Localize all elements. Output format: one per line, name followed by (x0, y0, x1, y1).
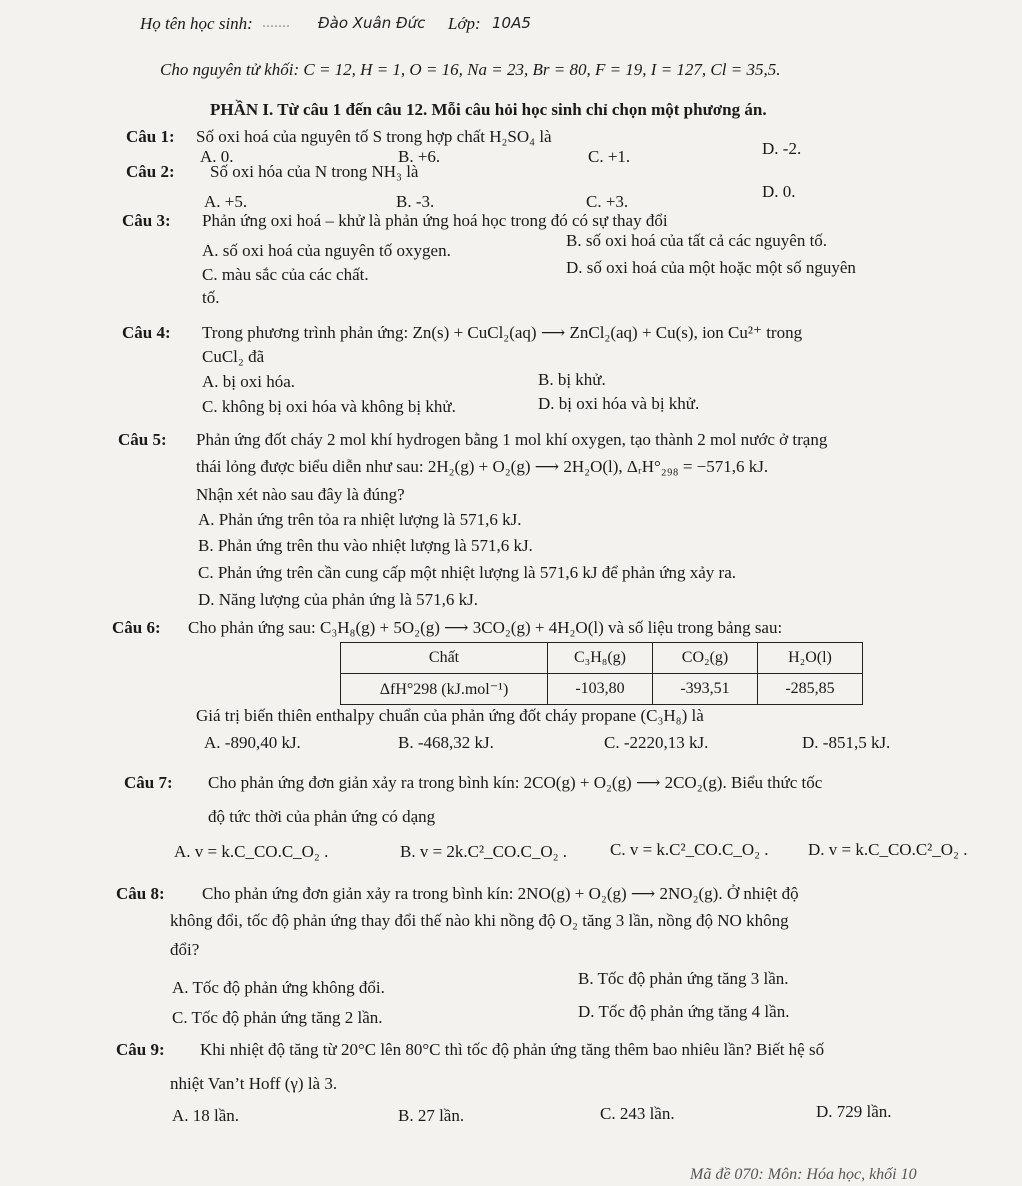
q7-text2: độ tức thời của phản ứng có dạng (208, 807, 436, 826)
q6-label: Câu 6: (112, 618, 161, 637)
q7-option-c: C. v = k.C²_CO.C_O₂ . (610, 840, 769, 859)
enthalpy-table (340, 642, 863, 705)
q5-text3: Nhận xét nào sau đây là đúng? (196, 485, 405, 504)
q8-option-d: D. Tốc độ phản ứng tăng 4 lần. (578, 1002, 790, 1021)
q5-option-d: D. Năng lượng của phản ứng là 571,6 kJ. (198, 590, 479, 609)
q5-text: Phản ứng đốt cháy 2 mol khí hydrogen bằng 1 mol khí oxygen, tạo thành 2 mol nước ở trạng (196, 430, 828, 449)
q1-option-c: C. +1. (588, 147, 631, 166)
q7-label: Câu 7: (124, 773, 173, 792)
q6-option-a: A. -890,40 kJ. (204, 733, 301, 752)
q5-option-c: C. Phản ứng trên cần cung cấp một nhiệt lượng là 571,6 kJ để phản ứng xảy ra. (198, 563, 737, 582)
q1-option-b: B. +6. (398, 147, 441, 166)
table-row (341, 674, 863, 705)
table-row-label: ΔfH°298 (kJ.mol⁻¹) (341, 674, 548, 705)
q2-text: Số oxi hóa của N trong NH₃ là (210, 162, 419, 181)
q5-option-b: B. Phản ứng trên thu vào nhiệt lượng là 571,6 kJ. (198, 536, 533, 555)
q7-option-b: B. v = 2k.C²_CO.C_O₂ . (400, 842, 568, 861)
footer-text: Mã đề 070: Môn: Hóa học, khối 10 (690, 1166, 917, 1183)
q3-text: Phản ứng oxi hoá – khử là phản ứng hoá học trong đó có sự thay đổi (202, 211, 668, 230)
q1-option-a: A. 0. (200, 147, 234, 166)
table-cell: -393,51 (653, 674, 758, 705)
student-name: Đào Xuân Đức (318, 14, 426, 32)
q4-text: Trong phương trình phản ứng: Zn(s) + CuCl₂(aq) ⟶ ZnCl₂(aq) + Cu(s), ion Cu²⁺ trong (202, 323, 803, 342)
q7-option-a: A. v = k.C_CO.C_O₂ . (174, 842, 329, 861)
q1-option-d: D. -2. (762, 139, 802, 158)
q2-option-c: C. +3. (586, 192, 629, 211)
q8-option-b: B. Tốc độ phản ứng tăng 3 lần. (578, 969, 789, 988)
table-cell: -103,80 (548, 674, 653, 705)
q4-option-a: A. bị oxi hóa. (202, 372, 296, 391)
table-cell: -285,85 (758, 674, 863, 705)
q8-label: Câu 8: (116, 884, 165, 903)
q9-option-b: B. 27 lần. (398, 1106, 465, 1125)
table-header-cell: H₂O(l) (758, 643, 863, 674)
q6-text2: Giá trị biến thiên enthalpy chuẩn của phản ứng đốt cháy propane (C₃H₈) là (196, 706, 704, 725)
q9-text2: nhiệt Van’t Hoff (γ) là 3. (170, 1074, 338, 1093)
q5-option-a: A. Phản ứng trên tỏa ra nhiệt lượng là 571,6 kJ. (198, 510, 522, 529)
student-label: Họ tên học sinh: (140, 14, 253, 33)
q1-text: Số oxi hoá của nguyên tố S trong hợp chất H₂SO₄ là (196, 127, 552, 146)
q4-text2: CuCl₂ đã (202, 347, 265, 366)
q3-option-d: D. số oxi hoá của một hoặc một số nguyên (566, 258, 856, 277)
q4-option-b: B. bị khử. (538, 370, 606, 389)
table-header-cell: C₃H₈(g) (548, 643, 653, 674)
q2-option-a: A. +5. (204, 192, 248, 211)
q8-text2: không đổi, tốc độ phản ứng thay đổi thế nào khi nồng độ O₂ tăng 3 lần, nồng độ NO không (170, 911, 789, 930)
q3-option-a: A. số oxi hoá của nguyên tố oxygen. (202, 241, 451, 260)
q4-label: Câu 4: (122, 323, 171, 342)
q8-option-a: A. Tốc độ phản ứng không đổi. (172, 978, 385, 997)
q5-text2: thái lỏng được biểu diễn như sau: 2H₂(g) + O₂(g) ⟶ 2H₂O(l), ΔᵣH°₂₉₈ = −571,6 kJ. (196, 457, 769, 476)
q1-label: Câu 1: (126, 127, 175, 146)
class-value: 10A5 (492, 14, 531, 32)
q6-option-d: D. -851,5 kJ. (802, 733, 891, 752)
q8-text3: đổi? (170, 940, 200, 959)
q2-option-d: D. 0. (762, 182, 796, 201)
table-header-cell: CO₂(g) (653, 643, 758, 674)
q9-option-a: A. 18 lần. (172, 1106, 240, 1125)
q8-text: Cho phản ứng đơn giản xảy ra trong bình kín: 2NO(g) + O₂(g) ⟶ 2NO₂(g). Ở nhiệt độ (202, 884, 799, 903)
q9-text: Khi nhiệt độ tăng từ 20°C lên 80°C thì tốc độ phản ứng tăng thêm bao nhiêu lần? Biết hệ số (200, 1040, 825, 1059)
q6-option-b: B. -468,32 kJ. (398, 733, 494, 752)
q8-option-c: C. Tốc độ phản ứng tăng 2 lần. (172, 1008, 383, 1027)
table-header-cell: Chất (341, 643, 548, 674)
q7-text: Cho phản ứng đơn giản xảy ra trong bình kín: 2CO(g) + O₂(g) ⟶ 2CO₂(g). Biểu thức tốc (208, 773, 823, 792)
q4-option-d: D. bị oxi hóa và bị khử. (538, 394, 700, 413)
q5-label: Câu 5: (118, 430, 167, 449)
q9-label: Câu 9: (116, 1040, 165, 1059)
q3-option-c: C. màu sắc của các chất. (202, 265, 369, 284)
q4-option-c: C. không bị oxi hóa và không bị khử. (202, 397, 456, 416)
q9-option-c: C. 243 lần. (600, 1104, 675, 1123)
q6-text: Cho phản ứng sau: C₃H₈(g) + 5O₂(g) ⟶ 3CO₂(g) + 4H₂O(l) và số liệu trong bảng sau: (188, 618, 783, 637)
q9-option-d: D. 729 lần. (816, 1102, 892, 1121)
q6-option-c: C. -2220,13 kJ. (604, 733, 709, 752)
dotted-line: ....... (262, 14, 290, 31)
part1-title: PHẦN I. Từ câu 1 đến câu 12. Mỗi câu hỏi học sinh chỉ chọn một phương án. (210, 100, 767, 119)
q2-option-b: B. -3. (396, 192, 435, 211)
atomic-masses: Cho nguyên tử khối: C = 12, H = 1, O = 16, Na = 23, Br = 80, F = 19, I = 127, Cl = 35,5. (160, 60, 781, 79)
q3-option-d-cont: tố. (202, 288, 220, 307)
class-label: Lớp: (448, 14, 481, 33)
q3-label: Câu 3: (122, 211, 171, 230)
table-row (341, 643, 863, 674)
q2-label: Câu 2: (126, 162, 175, 181)
q7-option-d: D. v = k.C_CO.C²_O₂ . (808, 840, 968, 859)
q3-option-b: B. số oxi hoá của tất cả các nguyên tố. (566, 231, 828, 250)
